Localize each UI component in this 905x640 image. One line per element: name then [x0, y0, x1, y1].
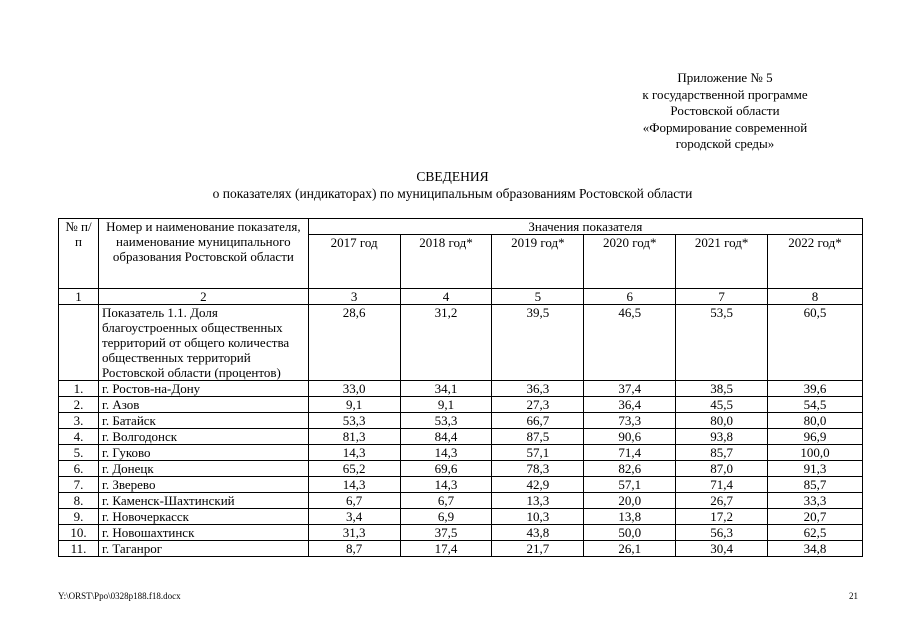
value-cell: 36,4 — [584, 397, 676, 413]
value-cell: 31,3 — [308, 525, 400, 541]
value-cell: 17,2 — [676, 509, 768, 525]
value-cell: 96,9 — [768, 429, 863, 445]
column-number: 3 — [308, 289, 400, 305]
value-cell: 6,9 — [400, 509, 492, 525]
value-cell: 30,4 — [676, 541, 768, 557]
indicator-value: 46,5 — [584, 305, 676, 381]
value-cell: 53,3 — [308, 413, 400, 429]
indicator-row — [59, 305, 863, 381]
value-cell: 71,4 — [584, 445, 676, 461]
row-number: 8. — [59, 493, 99, 509]
appendix-note — [605, 70, 845, 153]
row-number: 4. — [59, 429, 99, 445]
header-year: 2018 год* — [400, 235, 492, 289]
column-number-row — [59, 289, 863, 305]
appendix-line: «Формирование современной — [642, 119, 808, 135]
header-values: Значения показателя — [308, 219, 862, 235]
indicator-value: 60,5 — [768, 305, 863, 381]
value-cell: 33,0 — [308, 381, 400, 397]
value-cell: 66,7 — [492, 413, 584, 429]
value-cell: 34,1 — [400, 381, 492, 397]
column-number: 1 — [59, 289, 99, 305]
table-row — [59, 413, 863, 429]
municipality-name: г. Азов — [98, 397, 308, 413]
value-cell: 93,8 — [676, 429, 768, 445]
indicator-value: 39,5 — [492, 305, 584, 381]
table-row — [59, 541, 863, 557]
value-cell: 37,4 — [584, 381, 676, 397]
value-cell: 20,7 — [768, 509, 863, 525]
header-name: Номер и наименование показателя, наименование муниципального образования Ростовской области — [98, 219, 308, 289]
municipality-name: г. Каменск-Шахтинский — [98, 493, 308, 509]
table-row — [59, 477, 863, 493]
header-year: 2019 год* — [492, 235, 584, 289]
value-cell: 37,5 — [400, 525, 492, 541]
value-cell: 26,7 — [676, 493, 768, 509]
value-cell: 13,8 — [584, 509, 676, 525]
value-cell: 26,1 — [584, 541, 676, 557]
row-number: 9. — [59, 509, 99, 525]
value-cell: 10,3 — [492, 509, 584, 525]
row-number: 6. — [59, 461, 99, 477]
value-cell: 8,7 — [308, 541, 400, 557]
indicator-value: 28,6 — [308, 305, 400, 381]
header-number: № п/п — [59, 219, 99, 289]
appendix-line: к государственной программе — [642, 86, 808, 102]
table-row — [59, 525, 863, 541]
municipality-name: г. Новошахтинск — [98, 525, 308, 541]
column-number: 8 — [768, 289, 863, 305]
value-cell: 82,6 — [584, 461, 676, 477]
appendix-line: Ростовской области — [670, 103, 780, 118]
value-cell: 6,7 — [400, 493, 492, 509]
value-cell: 78,3 — [492, 461, 584, 477]
municipality-name: г. Зверево — [98, 477, 308, 493]
indicator-value: 31,2 — [400, 305, 492, 381]
municipality-name: г. Батайск — [98, 413, 308, 429]
value-cell: 87,5 — [492, 429, 584, 445]
indicator-table — [58, 218, 863, 557]
value-cell: 54,5 — [768, 397, 863, 413]
table-row — [59, 381, 863, 397]
value-cell: 3,4 — [308, 509, 400, 525]
row-number: 10. — [59, 525, 99, 541]
value-cell: 84,4 — [400, 429, 492, 445]
value-cell: 6,7 — [308, 493, 400, 509]
value-cell: 42,9 — [492, 477, 584, 493]
column-number: 7 — [676, 289, 768, 305]
value-cell: 21,7 — [492, 541, 584, 557]
indicator-value: 53,5 — [676, 305, 768, 381]
value-cell: 17,4 — [400, 541, 492, 557]
value-cell: 27,3 — [492, 397, 584, 413]
value-cell: 39,6 — [768, 381, 863, 397]
value-cell: 90,6 — [584, 429, 676, 445]
row-number: 3. — [59, 413, 99, 429]
indicator-number — [59, 305, 99, 381]
value-cell: 14,3 — [308, 445, 400, 461]
value-cell: 56,3 — [676, 525, 768, 541]
appendix-line: городской среды» — [675, 136, 775, 151]
value-cell: 69,6 — [400, 461, 492, 477]
table-row — [59, 429, 863, 445]
column-number: 2 — [98, 289, 308, 305]
value-cell: 71,4 — [676, 477, 768, 493]
value-cell: 53,3 — [400, 413, 492, 429]
value-cell: 57,1 — [492, 445, 584, 461]
column-number: 6 — [584, 289, 676, 305]
row-number: 1. — [59, 381, 99, 397]
municipality-name: г. Гуково — [98, 445, 308, 461]
document-heading — [0, 168, 905, 202]
municipality-name: г. Ростов-на-Дону — [98, 381, 308, 397]
value-cell: 57,1 — [584, 477, 676, 493]
value-cell: 87,0 — [676, 461, 768, 477]
value-cell: 80,0 — [768, 413, 863, 429]
value-cell: 80,0 — [676, 413, 768, 429]
value-cell: 14,3 — [308, 477, 400, 493]
header-year: 2017 год — [308, 235, 400, 289]
value-cell: 100,0 — [768, 445, 863, 461]
table-row — [59, 445, 863, 461]
footer-file-path: Y:\ORST\Ppo\0328p188.f18.docx — [58, 591, 181, 601]
row-number: 11. — [59, 541, 99, 557]
value-cell: 14,3 — [400, 445, 492, 461]
document-subtitle: о показателях (индикаторах) по муниципальным образованиям Ростовской области — [212, 186, 693, 201]
table-row — [59, 397, 863, 413]
value-cell: 43,8 — [492, 525, 584, 541]
table-row — [59, 461, 863, 477]
value-cell: 20,0 — [584, 493, 676, 509]
value-cell: 38,5 — [676, 381, 768, 397]
value-cell: 36,3 — [492, 381, 584, 397]
municipality-name: г. Волгодонск — [98, 429, 308, 445]
value-cell: 85,7 — [676, 445, 768, 461]
value-cell: 33,3 — [768, 493, 863, 509]
appendix-line: Приложение № 5 — [677, 70, 773, 85]
municipality-name: г. Донецк — [98, 461, 308, 477]
column-number: 5 — [492, 289, 584, 305]
header-year: 2022 год* — [768, 235, 863, 289]
value-cell: 45,5 — [676, 397, 768, 413]
value-cell: 50,0 — [584, 525, 676, 541]
page-number: 21 — [849, 591, 858, 601]
header-year: 2020 год* — [584, 235, 676, 289]
value-cell: 9,1 — [400, 397, 492, 413]
municipality-name: г. Таганрог — [98, 541, 308, 557]
indicator-name: Показатель 1.1. Доля благоустроенных общественных территорий от общего количества общественных территорий Ростовской области (процентов) — [98, 305, 308, 381]
value-cell: 14,3 — [400, 477, 492, 493]
value-cell: 73,3 — [584, 413, 676, 429]
value-cell: 85,7 — [768, 477, 863, 493]
row-number: 5. — [59, 445, 99, 461]
municipality-name: г. Новочеркасск — [98, 509, 308, 525]
column-number: 4 — [400, 289, 492, 305]
table-row — [59, 509, 863, 525]
value-cell: 91,3 — [768, 461, 863, 477]
value-cell: 13,3 — [492, 493, 584, 509]
value-cell: 65,2 — [308, 461, 400, 477]
header-year: 2021 год* — [676, 235, 768, 289]
value-cell: 62,5 — [768, 525, 863, 541]
table-row — [59, 493, 863, 509]
row-number: 2. — [59, 397, 99, 413]
value-cell: 34,8 — [768, 541, 863, 557]
row-number: 7. — [59, 477, 99, 493]
value-cell: 9,1 — [308, 397, 400, 413]
value-cell: 81,3 — [308, 429, 400, 445]
document-title: СВЕДЕНИЯ — [416, 169, 489, 184]
